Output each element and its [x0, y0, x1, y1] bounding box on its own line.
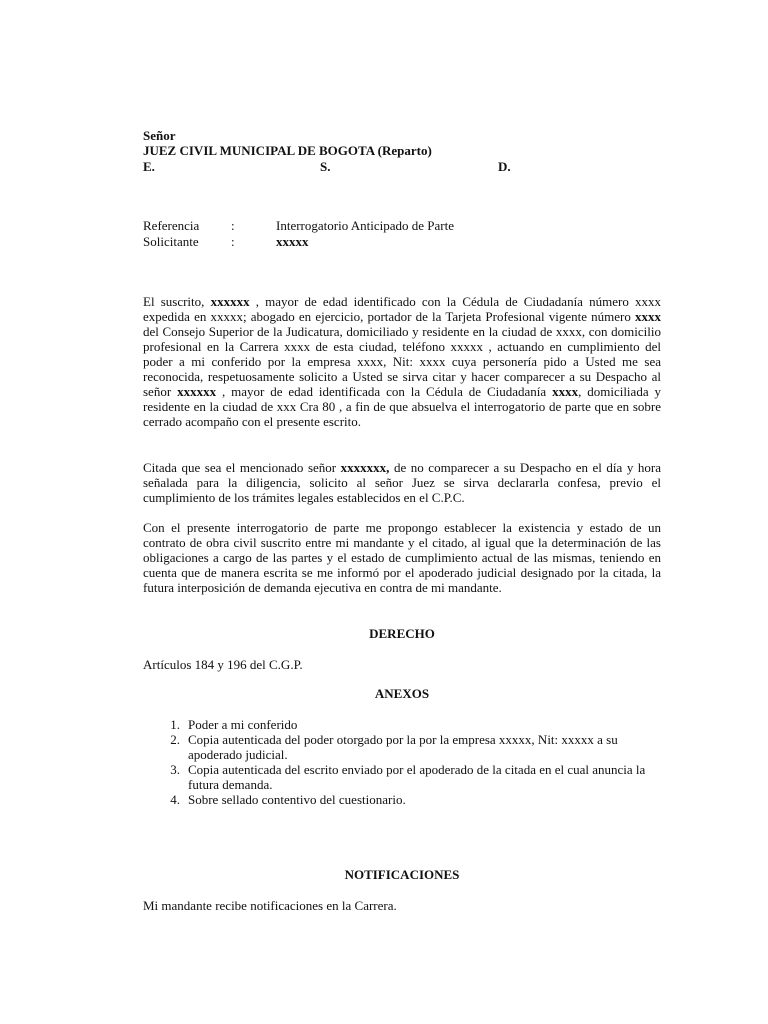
list-item-text: Sobre sellado contentivo del cuestionario. [188, 792, 406, 807]
list-item-number: 4. [170, 792, 180, 807]
p1-run: xxxx [552, 384, 579, 399]
esd-d: D. [498, 159, 511, 174]
esd-s: S. [320, 159, 331, 174]
reference-value: Interrogatorio Anticipado de Parte [276, 218, 454, 233]
list-item [160, 732, 660, 762]
derecho-text: Artículos 184 y 196 del C.G.P. [143, 657, 303, 672]
list-item [160, 717, 660, 732]
anexos-list [160, 717, 660, 807]
p2-run: Citada que sea el mencionado señor [143, 460, 341, 475]
list-item-number: 3. [170, 762, 180, 777]
solicitante-label: Solicitante [143, 234, 199, 249]
body-paragraph-2 [143, 460, 661, 505]
list-item-text: Copia autenticada del escrito enviado por el apoderado de la citada en el cual anuncia la futura demanda. [188, 762, 646, 792]
anexos-heading: ANEXOS [374, 686, 430, 701]
list-item-number: 2. [170, 732, 180, 747]
list-item-number: 1. [170, 717, 180, 732]
p2-run: de no comparecer a su Despacho en el día y hora señalada para la diligencia, solicito al señor Juez se sirva declararla confesa, previo el cumplimiento de los trámites legales establecidos en el C.P.C. [143, 460, 662, 505]
p2-run: xxxxxxx, [340, 460, 390, 475]
solicitante-separator: : [231, 234, 235, 249]
addressee: JUEZ CIVIL MUNICIPAL DE BOGOTA (Reparto) [143, 143, 432, 158]
salutation: Señor [143, 128, 176, 143]
p1-run: xxxxxx [210, 294, 250, 309]
reference-separator: : [231, 218, 235, 233]
solicitante-value: xxxxx [276, 234, 309, 249]
p1-run: , mayor de edad identificado con la Cédula de Ciudadanía número xxxx expedida en xxxxx; abogado en ejercicio, portador de la Tarjeta Profesional vigente número [143, 294, 661, 324]
p1-run: , mayor de edad identificada con la Cédula de Ciudadanía [216, 384, 553, 399]
list-item-text: Copia autenticada del poder otorgado por la por la empresa xxxxx, Nit: xxxxx a su apoderado judicial. [188, 732, 618, 762]
p1-run: , domiciliada y residente en la ciudad de xxx Cra 80 , a fin de que absuelva el interrogatorio de parte que en sobre cerrado acompaño con el presente escrito. [143, 384, 661, 429]
p1-run: xxxxxx [177, 384, 217, 399]
body-paragraph-1 [143, 294, 661, 429]
reference-label: Referencia [143, 218, 200, 233]
derecho-heading: DERECHO [369, 626, 435, 641]
list-item [160, 762, 660, 792]
list-item [160, 792, 660, 807]
p1-run: xxxx [635, 309, 661, 324]
notificaciones-heading: NOTIFICACIONES [344, 867, 460, 882]
p3-run: Con el presente interrogatorio de parte me propongo establecer la existencia y estado de un contrato de obra civil suscrito entre mi mandante y el citado, al igual que la determinación de las obligaciones a cargo de las partes y el estado de cumplimiento actual de las mismas, teniendo en cuenta que de manera escrita se me informó por el apoderado judicial designado por la citada, la futura interposición de demanda ejecutiva en contra de mi mandante. [143, 520, 661, 595]
body-paragraph-3 [143, 520, 661, 595]
list-item-text: Poder a mi conferido [188, 717, 298, 732]
p1-run: El suscrito, [143, 294, 211, 309]
p1-run: del Consejo Superior de la Judicatura, domiciliado y residente en la ciudad de xxxx, con domicilio profesional en la Carrera xxxx de esta ciudad, teléfono xxxxx , actuando en cumplimiento del poder a mi conferido por la empresa xxxx, Nit: xxxx cuya personería pido a Usted me sea reconocida, respetuosamente solicito a Usted se sirva citar y hacer comparecer a su Despacho al señor [143, 324, 661, 399]
notificaciones-text: Mi mandante recibe notificaciones en la Carrera. [143, 898, 397, 913]
esd-e: E. [143, 159, 155, 174]
